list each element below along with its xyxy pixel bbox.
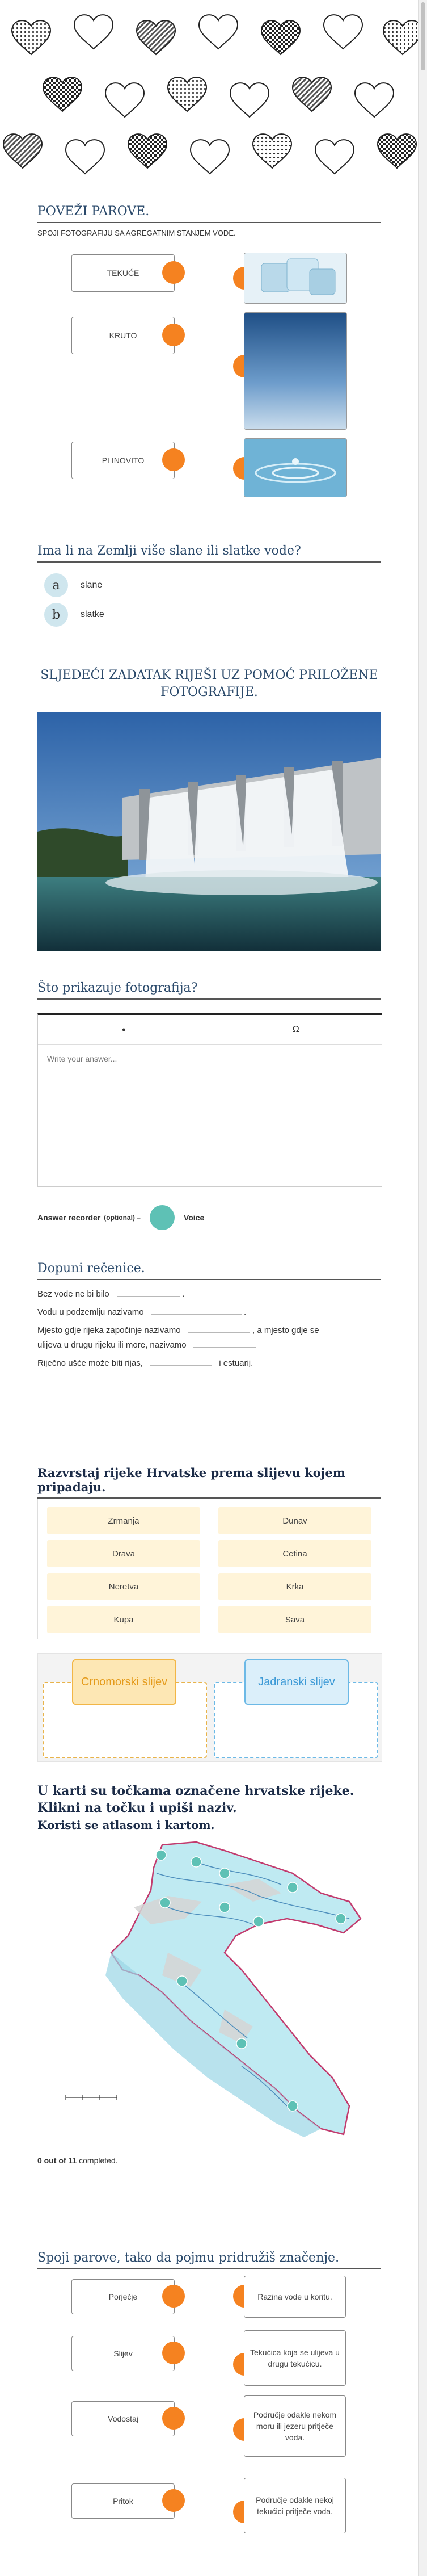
map-subtitle: Koristi se atlasom i kartom. xyxy=(37,1818,215,1832)
river-card[interactable]: Sava xyxy=(218,1606,371,1633)
map-progress xyxy=(37,2156,118,2165)
fill-text: , a mjesto gdje se xyxy=(252,1325,319,1335)
option-label: slane xyxy=(81,580,103,590)
dam-illustration xyxy=(37,712,381,951)
section-title: POVEŽI PAROVE. xyxy=(37,204,381,223)
river-card-pool xyxy=(37,1499,382,1639)
option-badge[interactable]: a xyxy=(44,573,68,597)
section-subtitle: SPOJI FOTOGRAFIJU SA AGREGATNIM STANJEM VODE. xyxy=(37,229,236,237)
fill-text: i estuarij. xyxy=(219,1358,253,1368)
definition-item[interactable]: Područje odakle nekom moru ili jezeru pritječe voda. xyxy=(244,2395,346,2457)
recorder-optional: (optional) – xyxy=(104,1214,141,1222)
blank-input[interactable] xyxy=(193,1339,256,1348)
river-card[interactable]: Zrmanja xyxy=(47,1507,200,1534)
river-card[interactable]: Dunav xyxy=(218,1507,371,1534)
ice-cubes-image xyxy=(244,253,347,304)
fill-text: Vodu u podzemlju nazivamo xyxy=(37,1307,144,1317)
progress-count: 0 out of 11 xyxy=(37,2156,77,2165)
water-drop-image xyxy=(244,438,347,497)
river-sort-section xyxy=(37,1466,381,1761)
blank-input[interactable] xyxy=(151,1306,242,1315)
label-black-sea-basin: Crnomorski slijev xyxy=(72,1659,176,1705)
map-title: U karti su točkama označene hrvatske rijeke. Klikni na točku i upiši naziv. xyxy=(37,1784,354,1815)
question-title: Što prikazuje fotografija? xyxy=(37,981,381,1000)
label-adriatic-basin: Jadranski slijev xyxy=(244,1659,349,1705)
term-item[interactable]: Porječje xyxy=(71,2279,175,2314)
connector-dot[interactable] xyxy=(162,2407,185,2430)
connector-dot[interactable] xyxy=(162,2342,185,2364)
fill-line-2 xyxy=(37,1305,381,1320)
fill-line-1 xyxy=(37,1287,381,1302)
river-card[interactable]: Krka xyxy=(218,1573,371,1600)
blank-input[interactable] xyxy=(188,1324,250,1333)
croatia-map[interactable] xyxy=(54,1839,372,2146)
answer-editor xyxy=(37,1013,382,1187)
blank-input[interactable] xyxy=(117,1288,180,1297)
progress-suffix: completed. xyxy=(79,2156,118,2165)
fill-in-section xyxy=(37,1261,381,1403)
term-item[interactable]: Pritok xyxy=(71,2483,175,2519)
water-photo xyxy=(244,439,346,497)
hearts-pattern xyxy=(0,0,427,199)
definition-item[interactable]: Područje odakle nekoj tekućici pritječe voda. xyxy=(244,2478,346,2533)
fill-text: . xyxy=(182,1289,185,1299)
river-card[interactable]: Drava xyxy=(47,1540,200,1567)
option-a[interactable] xyxy=(44,573,102,597)
connector-dot[interactable] xyxy=(162,2285,185,2308)
question-title: Ima li na Zemlji više slane ili slatke vode? xyxy=(37,544,381,563)
drop-area xyxy=(37,1653,382,1762)
hearts-banner xyxy=(0,0,427,199)
river-card[interactable]: Neretva xyxy=(47,1573,200,1600)
croatia-map-illustration xyxy=(54,1839,372,2146)
connector-dot[interactable] xyxy=(162,261,185,284)
fill-line-3 xyxy=(37,1323,381,1353)
pair-item-gas[interactable]: PLINOVITO xyxy=(71,442,175,479)
editor-toolbar xyxy=(38,1015,382,1045)
photo-task-heading xyxy=(37,667,381,707)
definition-item[interactable]: Razina vode u koritu. xyxy=(244,2276,346,2318)
connector-dot[interactable] xyxy=(162,2489,185,2512)
bullet-list-button[interactable]: • xyxy=(38,1015,210,1044)
blank-input[interactable] xyxy=(150,1357,212,1366)
option-b[interactable] xyxy=(44,603,104,627)
map-rivers-section xyxy=(37,1782,381,2225)
voice-label: Voice xyxy=(183,1213,205,1222)
fill-text: ulijeva u drugu rijeku ili more, nazivamo xyxy=(37,1340,187,1350)
pair-item-solid[interactable]: KRUTO xyxy=(71,317,175,354)
answer-textarea[interactable] xyxy=(38,1045,382,1181)
pair-item-liquid[interactable]: TEKUĆE xyxy=(71,254,175,292)
fill-text: . xyxy=(243,1307,247,1317)
section-title: Spoji parove, tako da pojmu pridružiš značenje. xyxy=(37,2251,381,2269)
recorder-label: Answer recorder xyxy=(37,1213,101,1222)
scrollbar-thumb[interactable] xyxy=(421,2,425,70)
task-title: SLJEDEĆI ZADATAK RIJEŠI UZ POMOĆ PRILOŽENE FOTOGRAFIJE. xyxy=(40,668,378,699)
voice-record-button[interactable] xyxy=(150,1205,175,1230)
section-title: Razvrstaj rijeke Hrvatske prema slijevu kojem pripadaju. xyxy=(37,1466,381,1499)
dam-photo xyxy=(37,712,381,951)
scrollbar[interactable] xyxy=(418,0,427,2576)
river-card[interactable]: Kupa xyxy=(47,1606,200,1633)
term-item[interactable]: Slijev xyxy=(71,2336,175,2371)
fill-text: Mjesto gdje rijeka započinje nazivamo xyxy=(37,1325,181,1335)
river-card[interactable]: Cetina xyxy=(218,1540,371,1567)
definition-item[interactable]: Tekućica koja se ulijeva u drugu tekućicu. xyxy=(244,2330,346,2386)
connector-dot[interactable] xyxy=(162,448,185,471)
option-label: slatke xyxy=(81,610,104,619)
special-char-button[interactable]: Ω xyxy=(292,1025,299,1034)
terms-match-section xyxy=(37,2251,381,2569)
fog-photo xyxy=(244,313,346,429)
fill-text: Riječno ušće može biti rijas, xyxy=(37,1358,143,1368)
answer-recorder xyxy=(37,1205,204,1230)
term-item[interactable]: Vodostaj xyxy=(71,2401,175,2436)
fill-line-4 xyxy=(37,1356,381,1371)
connector-dot[interactable] xyxy=(162,324,185,346)
salt-water-question xyxy=(37,544,381,646)
option-badge[interactable]: b xyxy=(44,603,68,627)
fog-sky-image xyxy=(244,312,347,430)
section-title: Dopuni rečenice. xyxy=(37,1261,381,1280)
photo-question-section xyxy=(37,981,381,1248)
ice-photo xyxy=(244,253,346,303)
fill-text: Bez vode ne bi bilo xyxy=(37,1289,109,1299)
match-states-section xyxy=(37,204,381,573)
